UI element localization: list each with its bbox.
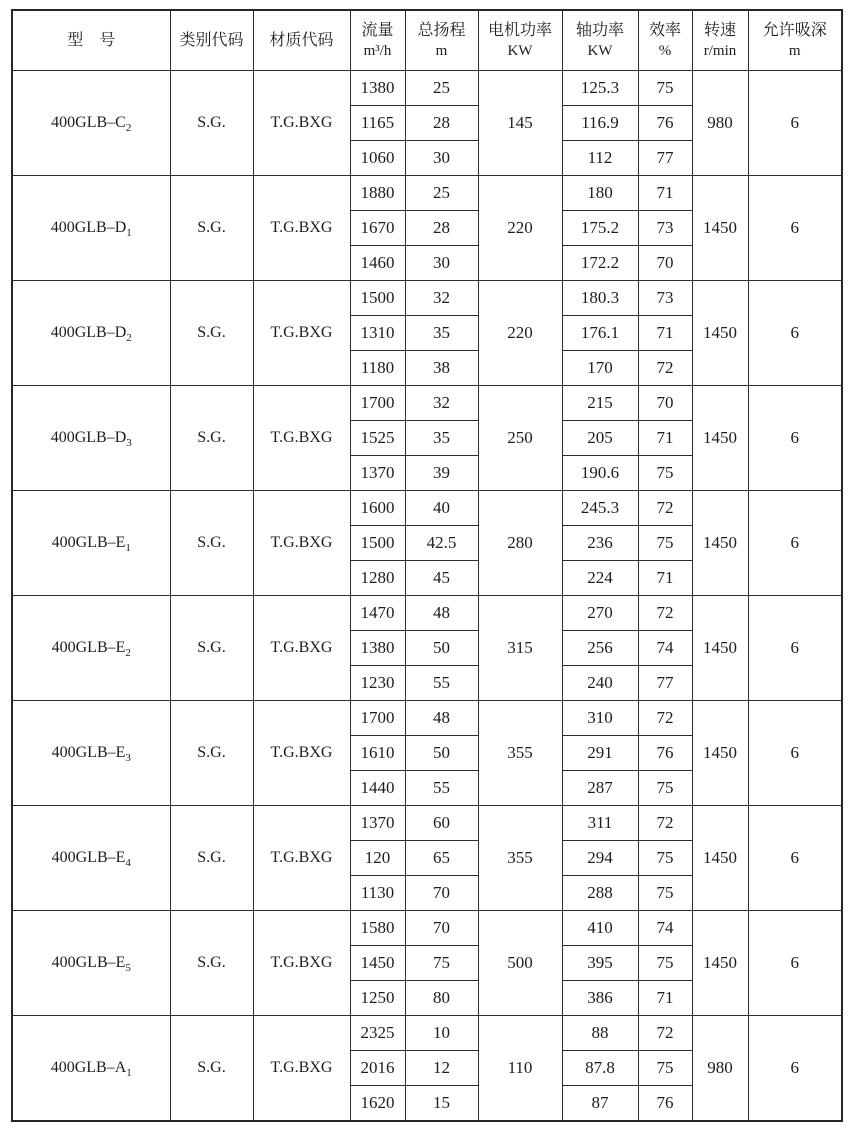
cell-suction-depth: 6 [748,701,842,806]
cell-total-head: 30 [405,141,478,176]
cell-shaft-power: 205 [562,421,638,456]
col-header-label: 电机功率 [487,21,552,39]
cell-flow: 1180 [350,351,405,386]
cell-efficiency: 75 [638,71,692,106]
col-header-suction-depth [748,10,842,71]
cell-suction-depth: 6 [748,491,842,596]
cell-efficiency: 72 [638,701,692,736]
table-row [12,386,842,421]
cell-flow: 1380 [350,631,405,666]
table-row [12,911,842,946]
cell-efficiency: 76 [638,106,692,141]
cell-efficiency: 70 [638,386,692,421]
col-header-label: 转速 [703,21,736,39]
cell-flow: 1525 [350,421,405,456]
cell-efficiency: 72 [638,491,692,526]
cell-flow: 1470 [350,596,405,631]
col-header-label: 流量 [361,21,394,39]
cell-efficiency: 75 [638,1051,692,1086]
pump-spec-table [11,9,843,1122]
cell-category-code: S.G. [170,806,253,911]
cell-speed: 1450 [692,596,748,701]
cell-shaft-power: 125.3 [562,71,638,106]
cell-speed: 980 [692,1016,748,1122]
col-header-label: 型 号 [67,31,116,49]
cell-efficiency: 73 [638,281,692,316]
cell-speed: 1450 [692,491,748,596]
cell-flow: 1880 [350,176,405,211]
cell-shaft-power: 87 [562,1086,638,1122]
cell-efficiency: 74 [638,911,692,946]
cell-total-head: 70 [405,876,478,911]
cell-total-head: 35 [405,316,478,351]
cell-shaft-power: 395 [562,946,638,981]
cell-total-head: 28 [405,106,478,141]
cell-flow: 1370 [350,456,405,491]
cell-model [12,386,170,491]
cell-flow: 1310 [350,316,405,351]
cell-flow: 1250 [350,981,405,1016]
cell-motor-power: 500 [478,911,562,1016]
cell-model [12,701,170,806]
col-header-label: 效率 [648,21,681,39]
cell-shaft-power: 386 [562,981,638,1016]
cell-efficiency: 71 [638,316,692,351]
cell-shaft-power: 215 [562,386,638,421]
cell-shaft-power: 291 [562,736,638,771]
col-header-flow [350,10,405,71]
cell-total-head: 70 [405,911,478,946]
table-row [12,701,842,736]
cell-efficiency: 71 [638,176,692,211]
cell-material-code: T.G.BXG [253,596,350,701]
cell-efficiency: 76 [638,1086,692,1122]
table-row [12,281,842,316]
cell-suction-depth: 6 [748,71,842,176]
model-base: 400GLB–E [51,534,126,551]
col-header-label: 允许吸深 [762,21,827,39]
cell-efficiency: 76 [638,736,692,771]
model-base: 400GLB–D [50,429,127,446]
cell-shaft-power: 116.9 [562,106,638,141]
cell-total-head: 60 [405,806,478,841]
cell-suction-depth: 6 [748,911,842,1016]
col-header-unit: KW [507,42,533,59]
cell-category-code: S.G. [170,701,253,806]
cell-flow: 120 [350,841,405,876]
cell-shaft-power: 310 [562,701,638,736]
cell-total-head: 38 [405,351,478,386]
model-base: 400GLB–D [50,219,127,236]
cell-flow: 1370 [350,806,405,841]
cell-efficiency: 75 [638,876,692,911]
cell-suction-depth: 6 [748,176,842,281]
col-header-motor-power [478,10,562,71]
cell-shaft-power: 256 [562,631,638,666]
cell-efficiency: 73 [638,211,692,246]
cell-flow: 1580 [350,911,405,946]
cell-flow: 1610 [350,736,405,771]
cell-total-head: 15 [405,1086,478,1122]
cell-total-head: 12 [405,1051,478,1086]
cell-motor-power: 250 [478,386,562,491]
cell-suction-depth: 6 [748,386,842,491]
cell-flow: 1700 [350,701,405,736]
col-header-unit: m [788,42,801,59]
cell-model [12,596,170,701]
cell-total-head: 55 [405,771,478,806]
model-subscript: 2 [125,122,132,135]
model-base: 400GLB–D [50,324,127,341]
cell-shaft-power: 180 [562,176,638,211]
cell-model [12,491,170,596]
col-header-unit: r/min [703,42,737,59]
cell-efficiency: 75 [638,946,692,981]
cell-model [12,911,170,1016]
cell-flow: 1130 [350,876,405,911]
cell-category-code: S.G. [170,281,253,386]
cell-category-code: S.G. [170,911,253,1016]
table-body [12,71,842,1122]
cell-model [12,1016,170,1122]
cell-total-head: 48 [405,596,478,631]
cell-suction-depth: 6 [748,281,842,386]
cell-total-head: 42.5 [405,526,478,561]
col-header-label: 类别代码 [179,31,244,49]
cell-speed: 980 [692,71,748,176]
model-base: 400GLB–E [51,744,126,761]
cell-flow: 1500 [350,281,405,316]
cell-category-code: S.G. [170,71,253,176]
cell-motor-power: 220 [478,176,562,281]
col-header-label: 材质代码 [269,31,334,49]
cell-total-head: 48 [405,701,478,736]
cell-material-code: T.G.BXG [253,71,350,176]
cell-flow: 1380 [350,71,405,106]
cell-flow: 2325 [350,1016,405,1051]
cell-efficiency: 75 [638,526,692,561]
col-header-total-head [405,10,478,71]
cell-flow: 1600 [350,491,405,526]
cell-total-head: 65 [405,841,478,876]
cell-shaft-power: 311 [562,806,638,841]
col-header-unit: KW [587,42,613,59]
cell-flow: 1460 [350,246,405,281]
cell-speed: 1450 [692,176,748,281]
model-subscript: 3 [126,437,132,450]
cell-flow: 1440 [350,771,405,806]
cell-total-head: 55 [405,666,478,701]
cell-category-code: S.G. [170,1016,253,1122]
cell-material-code: T.G.BXG [253,491,350,596]
cell-efficiency: 70 [638,246,692,281]
cell-shaft-power: 245.3 [562,491,638,526]
cell-flow: 1670 [350,211,405,246]
cell-total-head: 45 [405,561,478,596]
cell-model [12,176,170,281]
cell-shaft-power: 236 [562,526,638,561]
model-subscript: 5 [125,962,131,975]
cell-flow: 1060 [350,141,405,176]
cell-motor-power: 355 [478,701,562,806]
cell-category-code: S.G. [170,596,253,701]
cell-total-head: 28 [405,211,478,246]
cell-shaft-power: 180.3 [562,281,638,316]
cell-motor-power: 110 [478,1016,562,1122]
cell-shaft-power: 410 [562,911,638,946]
col-header-shaft-power [562,10,638,71]
col-header-efficiency [638,10,692,71]
cell-material-code: T.G.BXG [253,806,350,911]
table-row [12,1016,842,1051]
cell-model [12,281,170,386]
cell-motor-power: 355 [478,806,562,911]
header-row [12,10,842,71]
col-header-unit: m³/h [363,42,392,59]
cell-speed: 1450 [692,911,748,1016]
cell-efficiency: 74 [638,631,692,666]
cell-flow: 1165 [350,106,405,141]
model-base: 400GLB–A [50,1059,127,1076]
model-subscript: 2 [126,332,132,345]
cell-shaft-power: 288 [562,876,638,911]
table-row [12,491,842,526]
cell-flow: 1280 [350,561,405,596]
cell-flow: 1620 [350,1086,405,1122]
cell-total-head: 40 [405,491,478,526]
cell-efficiency: 72 [638,1016,692,1051]
model-base: 400GLB–E [51,639,126,656]
model-base: 400GLB–C [51,114,126,131]
cell-shaft-power: 224 [562,561,638,596]
cell-total-head: 25 [405,176,478,211]
cell-speed: 1450 [692,281,748,386]
cell-motor-power: 145 [478,71,562,176]
cell-flow: 1230 [350,666,405,701]
cell-speed: 1450 [692,806,748,911]
cell-shaft-power: 175.2 [562,211,638,246]
col-header-unit: m [435,42,448,59]
cell-efficiency: 72 [638,351,692,386]
cell-efficiency: 77 [638,141,692,176]
cell-total-head: 50 [405,736,478,771]
cell-shaft-power: 240 [562,666,638,701]
cell-model [12,806,170,911]
col-header-material-code [253,10,350,71]
model-base: 400GLB–E [51,849,126,866]
cell-material-code: T.G.BXG [253,176,350,281]
cell-efficiency: 72 [638,596,692,631]
col-header-label: 轴功率 [575,21,624,39]
table-row [12,806,842,841]
table-row [12,71,842,106]
cell-motor-power: 280 [478,491,562,596]
cell-total-head: 75 [405,946,478,981]
cell-shaft-power: 87.8 [562,1051,638,1086]
cell-flow: 1500 [350,526,405,561]
cell-shaft-power: 176.1 [562,316,638,351]
cell-suction-depth: 6 [748,806,842,911]
cell-speed: 1450 [692,701,748,806]
cell-material-code: T.G.BXG [253,386,350,491]
cell-shaft-power: 88 [562,1016,638,1051]
cell-total-head: 32 [405,386,478,421]
cell-total-head: 30 [405,246,478,281]
cell-efficiency: 75 [638,841,692,876]
cell-shaft-power: 287 [562,771,638,806]
cell-total-head: 10 [405,1016,478,1051]
cell-shaft-power: 294 [562,841,638,876]
cell-suction-depth: 6 [748,596,842,701]
cell-total-head: 32 [405,281,478,316]
table-row [12,596,842,631]
cell-efficiency: 72 [638,806,692,841]
cell-category-code: S.G. [170,386,253,491]
cell-total-head: 35 [405,421,478,456]
cell-total-head: 50 [405,631,478,666]
cell-efficiency: 75 [638,456,692,491]
model-subscript: 3 [125,752,131,765]
cell-model [12,71,170,176]
cell-shaft-power: 190.6 [562,456,638,491]
cell-flow: 1700 [350,386,405,421]
cell-category-code: S.G. [170,491,253,596]
cell-motor-power: 315 [478,596,562,701]
cell-shaft-power: 270 [562,596,638,631]
cell-material-code: T.G.BXG [253,281,350,386]
cell-motor-power: 220 [478,281,562,386]
col-header-category-code [170,10,253,71]
col-header-label: 总扬程 [417,21,466,39]
model-subscript: 4 [125,857,131,870]
cell-flow: 1450 [350,946,405,981]
cell-total-head: 39 [405,456,478,491]
model-subscript: 2 [125,647,131,660]
col-header-model [12,10,170,71]
cell-efficiency: 77 [638,666,692,701]
model-subscript: 1 [126,1067,132,1080]
cell-total-head: 80 [405,981,478,1016]
cell-material-code: T.G.BXG [253,1016,350,1122]
cell-efficiency: 71 [638,421,692,456]
cell-shaft-power: 112 [562,141,638,176]
cell-material-code: T.G.BXG [253,911,350,1016]
cell-total-head: 25 [405,71,478,106]
col-header-unit: % [658,42,672,59]
col-header-speed [692,10,748,71]
cell-category-code: S.G. [170,176,253,281]
cell-efficiency: 75 [638,771,692,806]
cell-material-code: T.G.BXG [253,701,350,806]
table-row [12,176,842,211]
cell-efficiency: 71 [638,981,692,1016]
cell-shaft-power: 172.2 [562,246,638,281]
cell-efficiency: 71 [638,561,692,596]
cell-flow: 2016 [350,1051,405,1086]
model-base: 400GLB–E [51,954,126,971]
model-subscript: 1 [126,227,132,240]
cell-suction-depth: 6 [748,1016,842,1122]
model-subscript: 1 [125,542,131,555]
cell-speed: 1450 [692,386,748,491]
cell-shaft-power: 170 [562,351,638,386]
